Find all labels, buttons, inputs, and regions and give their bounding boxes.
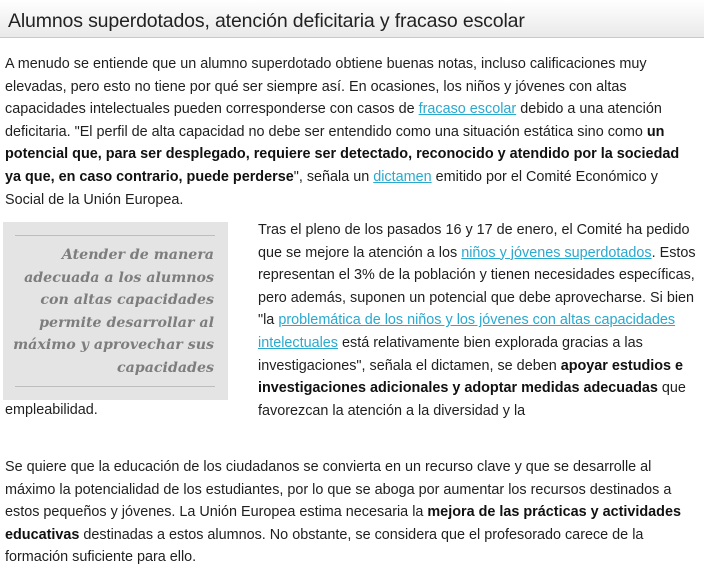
text-run: destinadas a estos alumnos. No obstante, se considera que el profesorado carece de la formación suficiente para ello.	[5, 526, 644, 566]
pull-quote-rule-bottom	[15, 386, 215, 387]
text-run: ", señala un	[293, 168, 374, 185]
paragraph-comite-continued: empleabilidad.	[5, 402, 98, 418]
paragraph-educacion	[5, 456, 697, 569]
bold-text: un potencial que, para ser desplegado, requiere ser detectado, reconocido y atendido por la sociedad ya que, en caso contrario, puede perderse	[5, 123, 680, 185]
link-fracaso-escolar[interactable]: fracaso escolar	[418, 101, 517, 118]
link-ninos-jovenes-superdotados[interactable]: niños y jóvenes superdotados	[461, 244, 652, 261]
paragraph-intro	[5, 53, 697, 211]
text-run: que favorezcan la atención a la diversidad y la	[258, 380, 686, 419]
text-run: está relativamente bien explorada gracias a las investigaciones", señala el dictamen, se deben	[258, 334, 643, 374]
article-header	[0, 0, 704, 38]
bold-text: mejora de las prácticas y actividades educativas	[5, 504, 681, 543]
link-problematica-altas-capacidades[interactable]: problemática de los niños y los jóvenes con altas capacidades intelectuales	[258, 312, 676, 351]
bold-text: apoyar estudios e investigaciones adicionales y adoptar medidas adecuadas	[258, 357, 684, 397]
text-run: Tras el pleno de los pasados 16 y 17 de enero, el Comité ha pedido que se mejore la atención a los	[258, 222, 690, 261]
pull-quote-text: Atender de manera adecuada a los alumnos con altas capacidades permite desarrollar al máximo y aprovechar sus capacidades	[13, 247, 214, 376]
pull-quote-box	[3, 222, 228, 400]
pull-quote-rule-top	[15, 235, 215, 236]
link-dictamen[interactable]: dictamen	[373, 168, 432, 185]
text-run: A menudo se entiende que un alumno superdotado obtiene buenas notas, incluso calificaciones muy elevadas, pero esto no tiene por qué ser siempre así. En ocasiones, los niños y jóvenes con altas capacidades intelectuales pueden corresponderse con casos de	[5, 56, 647, 118]
paragraph-comite	[258, 219, 701, 422]
text-run: Se quiere que la educación de los ciudadanos se convierta en un recurso clave y que se desarrolle al máximo la potencialidad de los estudiantes, por lo que se aboga por aumentar los recursos destinados a estos pequeños y jóvenes. La Unión Europea estima necesaria la	[5, 459, 672, 521]
text-run: emitido por el Comité Económico y Social de la Unión Europea.	[5, 168, 658, 208]
text-run: . Estos representan el 3% de la población y tienen necesidades específicas, pero además, suponen un potencial que debe aprovecharse. Si bien "la	[258, 244, 696, 329]
text-run: debido a una atención deficitaria. "El perfil de alta capacidad no debe ser entendido como una situación estática sino como	[5, 101, 662, 140]
article-title: Alumnos superdotados, atención deficitaria y fracaso escolar	[8, 10, 525, 32]
